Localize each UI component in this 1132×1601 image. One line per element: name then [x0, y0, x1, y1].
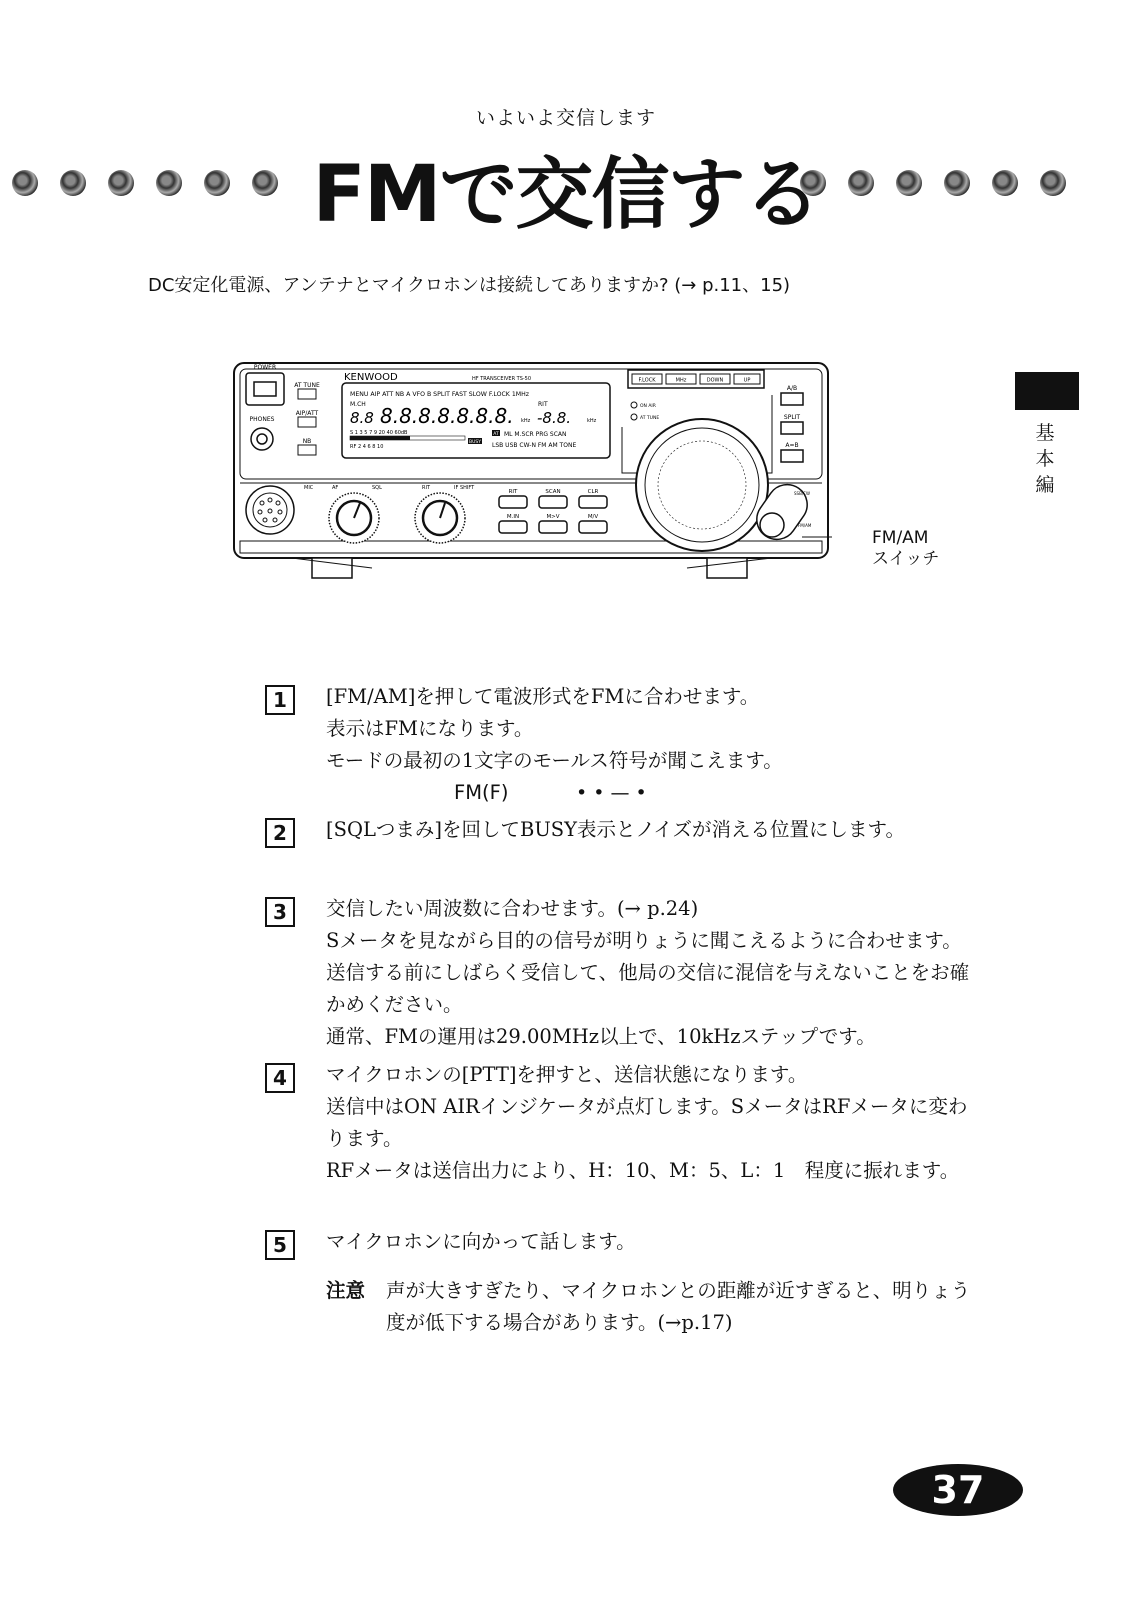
radio-label: UP	[743, 377, 751, 384]
rit-button	[499, 496, 527, 508]
at-tune-label: AT TUNE	[294, 382, 320, 389]
step-line: 交信したい周波数に合わせます。(→ p.24)	[326, 897, 699, 920]
lcd-rit-value: -8.8.	[537, 409, 572, 427]
main-tuning-dial	[636, 419, 768, 551]
lcd-busy: BUSY	[469, 440, 481, 445]
radio-label: IF SHIFT	[454, 485, 475, 491]
radio-label: M/V	[587, 514, 599, 520]
caution-text: 声が大きすぎたり、マイクロホンとの距離が近すぎると、明りょう度が低下する場合があります。(→p.17)	[386, 1279, 971, 1334]
step-number: 3	[265, 897, 295, 927]
radio-label: SPLIT	[783, 414, 801, 421]
radio-label: ON AIR	[640, 404, 656, 409]
nb-button	[298, 445, 316, 455]
top-button-strip	[632, 374, 760, 384]
ab-button	[781, 393, 803, 405]
section-tab-marker	[1015, 372, 1079, 410]
radio-label: MIC	[304, 485, 314, 491]
intro-text: DC安定化電源、アンテナとマイクロホンは接続してありますか? (→ p.11、15)	[148, 275, 791, 296]
lcd-at: AT	[493, 432, 499, 437]
step-line: 表示はFMになります。	[326, 717, 534, 740]
section-tab-label: 基本編	[1035, 422, 1055, 496]
clr-button	[579, 496, 607, 508]
step-number: 2	[265, 818, 295, 848]
step-5-text: マイクロホンに向かって話します。	[326, 1230, 636, 1253]
fm-am-switch-callout	[872, 528, 939, 570]
step-2-text: [SQLつまみ]を回してBUSY表示とノイズが消える位置にします。	[326, 818, 905, 841]
aip-att-label: AIP/ATT	[295, 410, 319, 417]
lcd-meter-scale-s: S 1 3 5 7 9 20 40 60dB	[350, 430, 408, 436]
lcd-channel: 8.8	[350, 409, 374, 427]
radio-label: RIT	[508, 489, 518, 495]
radio-label: A/B	[786, 385, 798, 392]
fm-am-callout-line1: FM/AM	[872, 528, 929, 548]
radio-label: AT TUNE	[640, 416, 660, 421]
radio-label: RIT	[422, 485, 431, 491]
lcd-rit: RIT	[538, 401, 548, 408]
m-to-v-button	[539, 521, 567, 533]
radio-label: MHz	[675, 377, 687, 384]
step-4-text	[326, 1059, 980, 1187]
page-subtitle: いよいよ交信します	[475, 107, 656, 129]
step-number: 4	[265, 1063, 295, 1093]
aip-att-button	[298, 417, 316, 427]
step-number: 5	[265, 1230, 295, 1260]
lcd-row3: LSB USB CW-N FM AM TONE	[492, 442, 577, 449]
radio-label: F.LOCK	[638, 377, 656, 384]
step-number: 1	[265, 685, 295, 715]
lcd-khz-2: kHz	[587, 418, 597, 424]
radio-label: AF	[332, 485, 339, 491]
radio-label: M>V	[546, 514, 560, 520]
step-1-text	[326, 681, 980, 809]
lcd-frequency: 8.8.8.8.8.8.8.	[380, 404, 514, 428]
m-in-button	[499, 521, 527, 533]
a-eq-b-button	[781, 450, 803, 462]
step-line: マイクロホンの[PTT]を押すと、送信状態になります。	[326, 1063, 808, 1086]
radio-label: CLR	[587, 489, 599, 495]
lcd-khz: kHz	[521, 418, 531, 424]
at-tune-button	[298, 389, 316, 399]
split-button	[781, 422, 803, 434]
morse-label: FM(F)	[454, 781, 509, 804]
step-line: Sメータを見ながら目的の信号が明りょうに聞こえるように合わせます。送信する前にしばらく受信して、他局の交信に混信を与えないことをお確かめください。	[326, 929, 970, 1016]
step-line: [FM/AM]を押して電波形式をFMに合わせます。	[326, 685, 760, 708]
page-title: FMで交信する	[312, 150, 820, 240]
morse-code: • • — •	[576, 782, 647, 804]
m-v-button	[579, 521, 607, 533]
fm-am-callout-line2: スイッチ	[872, 549, 940, 569]
step-line: モードの最初の1文字のモールス符号が聞こえます。	[326, 749, 783, 772]
lcd-mch: M.CH	[350, 401, 366, 408]
radio-label: M.IN	[506, 514, 520, 520]
caution-label: 注意	[326, 1279, 366, 1302]
model-label: HF TRANSCEIVER TS-50	[472, 376, 532, 382]
brand-logo: KENWOOD	[344, 372, 398, 383]
transceiver-illustration	[232, 355, 832, 595]
step-line: 送信中はON AIRインジケータが点灯します。SメータはRFメータに変わります。	[326, 1095, 968, 1150]
lcd-row2: ML M.SCR PRG SCAN	[504, 431, 567, 438]
scan-button	[539, 496, 567, 508]
step-line: RFメータは送信出力により、H：10、M：5、L：1 程度に振れます。	[326, 1159, 960, 1182]
page-number: 37	[893, 1464, 1023, 1516]
lcd-meter-scale-rf: RF 2 4 6 8 10	[350, 444, 384, 450]
radio-label: SCAN	[545, 489, 561, 495]
power-button	[254, 382, 276, 396]
radio-label: FM/AM	[798, 523, 812, 528]
power-label: POWER	[253, 364, 277, 371]
phones-label: PHONES	[249, 416, 275, 423]
lcd-top-row: MENU AIP ATT NB A VFO B SPLIT FAST SLOW F.LOCK 1MHz	[350, 391, 530, 398]
radio-label: A=B	[785, 442, 799, 449]
step-line: 通常、FMの運用は29.00MHz以上で、10kHzステップです。	[326, 1025, 876, 1048]
radio-foot-right	[707, 558, 747, 578]
nb-label: NB	[302, 438, 312, 445]
radio-label: SQL	[372, 485, 382, 491]
step-3-text	[326, 893, 980, 1053]
radio-label: DOWN	[706, 377, 724, 384]
radio-label: SSB/CW	[794, 491, 810, 496]
caution-note	[326, 1275, 980, 1339]
